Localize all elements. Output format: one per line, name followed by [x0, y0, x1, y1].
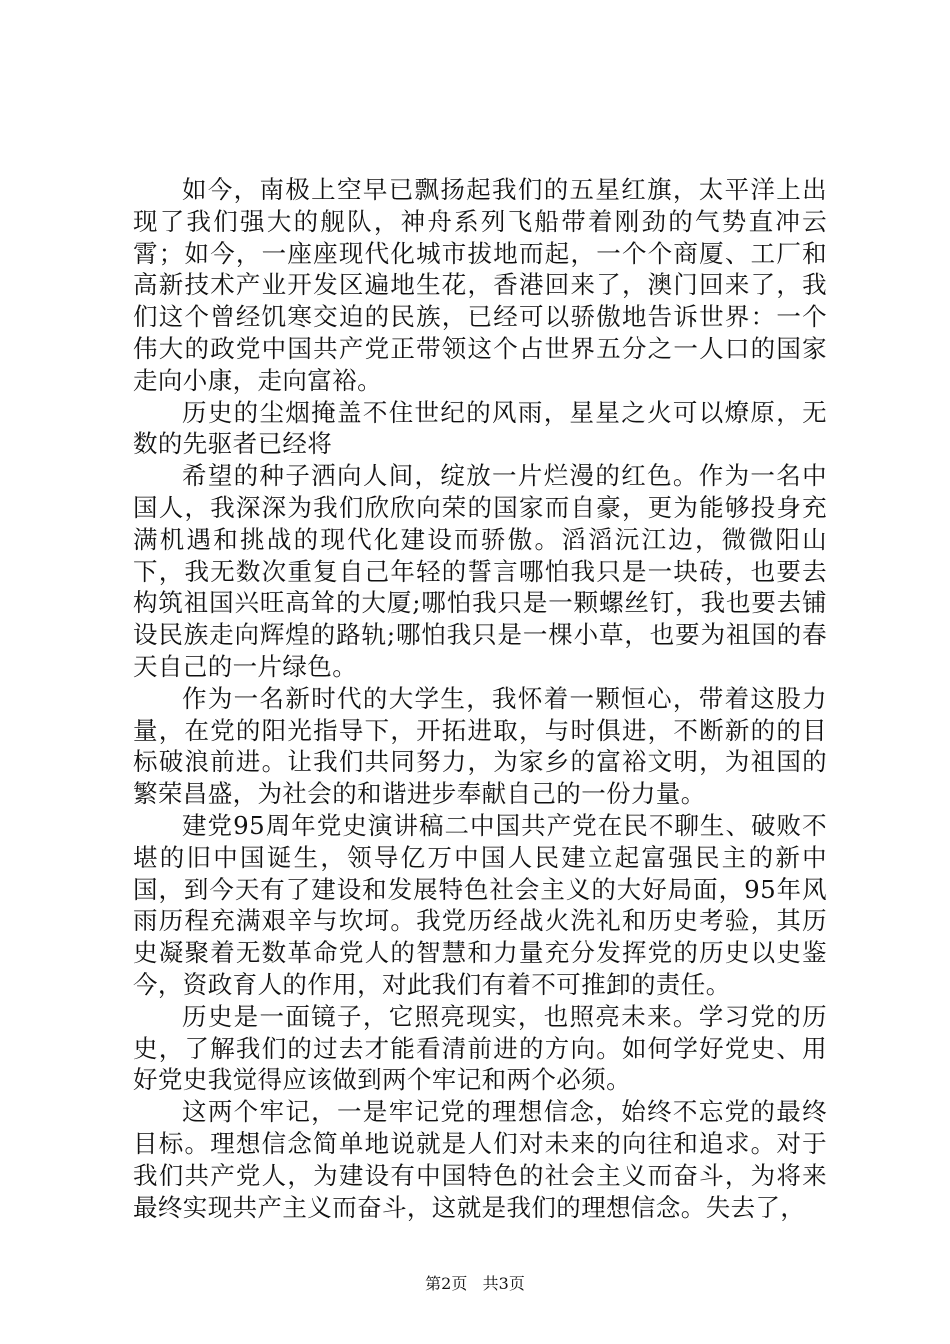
paragraph: 如今，南极上空早已飘扬起我们的五星红旗，太平洋上出现了我们强大的舰队，神舟系列飞船带着刚劲的气势直冲云霄；如今，一座座现代化城市拔地而起，一个个商厦、工厂和高新技术产业开发区遍地生花，香港回来了，澳门回来了，我们这个曾经饥寒交迫的民族，已经可以骄傲地告诉世界：一个伟大的政党中国共产党正带领这个占世界五分之一人口的国家走向小康，走向富裕。 [133, 175, 827, 395]
page-total: 共3页 [482, 1274, 525, 1293]
paragraph: 希望的种子洒向人间，绽放一片烂漫的红色。作为一名中国人，我深深为我们欣欣向荣的国家而自豪，更为能够投身充满机遇和挑战的现代化建设而骄傲。滔滔沅江边，微微阳山下，我无数次重复自己年轻的誓言哪怕我只是一块砖，也要去构筑祖国兴旺高耸的大厦;哪怕我只是一颗螺丝钉，我也要去铺设民族走向辉煌的路轨;哪怕我只是一棵小草，也要为祖国的春天自己的一片绿色。 [133, 461, 827, 681]
paragraph: 历史的尘烟掩盖不住世纪的风雨，星星之火可以燎原，无数的先驱者已经将 [133, 397, 827, 459]
paragraph: 这两个牢记，一是牢记党的理想信念，始终不忘党的最终目标。理想信念简单地说就是人们对未来的向往和追求。对于我们共产党人，为建设有中国特色的社会主义而奋斗，为将来最终实现共产主义而奋斗，这就是我们的理想信念。失去了， [133, 1097, 827, 1222]
paragraph: 作为一名新时代的大学生，我怀着一颗恒心，带着这股力量，在党的阳光指导下，开拓进取，与时俱进，不断新的的目标破浪前进。让我们共同努力，为家乡的富裕文明，为祖国的繁荣昌盛，为社会的和谐进步奉献自己的一份力量。 [133, 683, 827, 809]
paragraph: 历史是一面镜子，它照亮现实，也照亮未来。学习党的历史，了解我们的过去才能看清前进的方向。如何学好党史、用好党史我觉得应该做到两个牢记和两个必须。 [133, 1001, 827, 1095]
footer-spacer [472, 1274, 477, 1293]
page-footer [0, 1274, 950, 1294]
document-body [133, 174, 827, 1223]
page-number: 第2页 [425, 1274, 468, 1293]
paragraph: 建党95周年党史演讲稿二中国共产党在民不聊生、破败不堪的旧中国诞生，领导亿万中国人民建立起富强民主的新中国，到今天有了建设和发展特色社会主义的大好局面，95年风雨历程充满艰辛与坎坷。我党历经战火洗礼和历史考验，其历史凝聚着无数革命党人的智慧和力量充分发挥党的历史以史鉴今，资政育人的作用，对此我们有着不可推卸的责任。 [133, 810, 827, 999]
